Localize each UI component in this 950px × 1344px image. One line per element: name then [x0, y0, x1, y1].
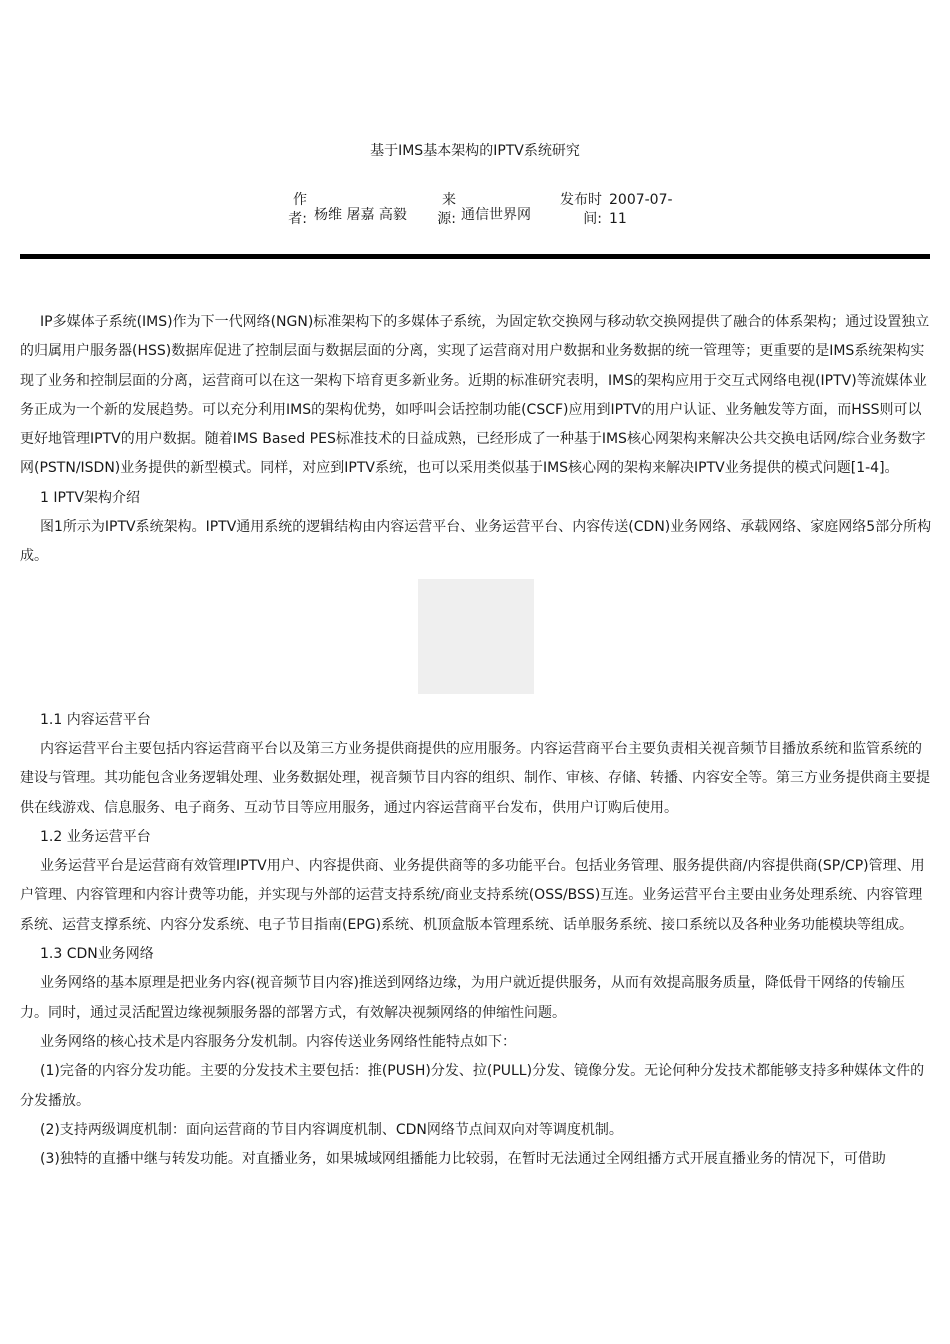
paragraph-content-platform: 内容运营平台主要包括内容运营商平台以及第三方业务提供商提供的应用服务。内容运营商平台主要负责相关视音频节目播放系统和监管系统的建设与管理。其功能包含业务逻辑处理、业务数据处理，视音频节目内容的组织、制作、审核、存储、转播、内容安全等。第三方业务提供商主要提供在线游戏、信息服务、电子商务、互动节目等应用服务，通过内容运营商平台发布，供用户订购后使用。: [20, 740, 930, 816]
paragraph-cdn-feature-3: (3)独特的直播中继与转发功能。对直播业务，如果城域网组播能力比较弱，在暂时无法通过全网组播方式开展直播业务的情况下，可借助: [40, 1151, 886, 1168]
date-label-line-1: 发布时: [560, 192, 602, 208]
paragraph-intro: IP多媒体子系统(IMS)作为下一代网络(NGN)标准架构下的多媒体子系统，为固定软交换网与移动软交换网提供了融合的体系架构；通过设置独立的归属用户服务器(HSS)数据库促进了控制层面与数据层面的分离，实现了运营商对用户数据和业务数据的统一管理等；更重要的是IMS系统架构实现了业务和控制层面的分离，运营商可以在这一架构下培育更多新业务。近期的标准研究表明，IMS的架构应用于交互式网络电视(IPTV)等流媒体业务正成为一个新的发展趋势。可以充分利用IMS的架构优势，如呼叫会话控制功能(CSCF)应用到IPTV的用户认证、业务触发等方面，而HSS则可以更好地管理IPTV的用户数据。随着IMS Based PES标准技术的日益成熟，已经形成了一种基于IMS核心网架构来解决公共交换电话网/综合业务数字网(PSTN/ISDN)业务提供的新型模式。同样，对应到IPTV系统，也可以采用类似基于IMS核心网的架构来解决IPTV业务提供的模式问题[1-4]。: [20, 314, 930, 477]
section-heading-1-2: 1.2 业务运营平台: [40, 828, 151, 845]
source-label-line-1: 来: [442, 192, 456, 208]
author-label-line-1: 作: [293, 192, 307, 208]
paragraph-cdn-feature-1: (1)完备的内容分发功能。主要的分发技术主要包括：推(PUSH)分发、拉(PULL)分发、镜像分发。无论何种分发技术都能够支持多种媒体文件的分发播放。: [20, 1063, 925, 1109]
paragraph-cdn-core: 业务网络的核心技术是内容服务分发机制。内容传送业务网络性能特点如下：: [40, 1033, 516, 1050]
source-label-line-2: 源:: [437, 211, 456, 227]
date-label-line-2: 间:: [583, 211, 602, 227]
section-heading-1-3: 1.3 CDN业务网络: [40, 946, 154, 963]
document-title: 基于IMS基本架构的IPTV系统研究: [370, 143, 580, 159]
author-label-line-2: 者:: [288, 211, 307, 227]
paragraph-cdn-principle: 业务网络的基本原理是把业务内容(视音频节目内容)推送到网络边缘，为用户就近提供服务，从而有效提高服务质量，降低骨干网络的传输压力。同时，通过灵活配置边缘视频服务器的部署方式，有效解决视频网络的伸缩性问题。: [20, 975, 905, 1021]
author-label: [285, 191, 307, 229]
section-heading-1-1: 1.1 内容运营平台: [40, 711, 151, 728]
date-value: [609, 191, 673, 229]
date-value-line-1: 2007-07-: [609, 192, 673, 208]
paragraph-figure-intro: 图1所示为IPTV系统架构。IPTV通用系统的逻辑结构由内容运营平台、业务运营平台、内容传送(CDN)业务网络、承载网络、家庭网络5部分所构成。: [20, 519, 932, 565]
figure-image-placeholder: [418, 579, 534, 694]
date-value-line-2: 11: [609, 211, 627, 227]
article-body: [20, 308, 932, 1174]
date-label: [550, 191, 602, 229]
paragraph-cdn-feature-2: (2)支持两级调度机制：面向运营商的节目内容调度机制、CDN网络节点间双向对等调度机制。: [40, 1121, 623, 1138]
source-value: 通信世界网: [461, 207, 531, 223]
header-divider: [20, 254, 930, 259]
section-heading-1: 1 IPTV架构介绍: [40, 489, 141, 506]
paragraph-service-platform: 业务运营平台是运营商有效管理IPTV用户、内容提供商、业务提供商等的多功能平台。包括业务管理、服务提供商/内容提供商(SP/CP)管理、用户管理、内容管理和内容计费等功能，并实现与外部的运营支持系统/商业支持系统(OSS/BSS)互连。业务运营平台主要由业务处理系统、内容管理系统、运营支撑系统、内容分发系统、电子节目指南(EPG)系统、机顶盒版本管理系统、话单服务系统、接口系统以及各种业务功能模块等组成。: [20, 858, 925, 933]
source-label: [434, 191, 456, 229]
author-value: 杨维 屠嘉 高毅: [314, 207, 407, 223]
